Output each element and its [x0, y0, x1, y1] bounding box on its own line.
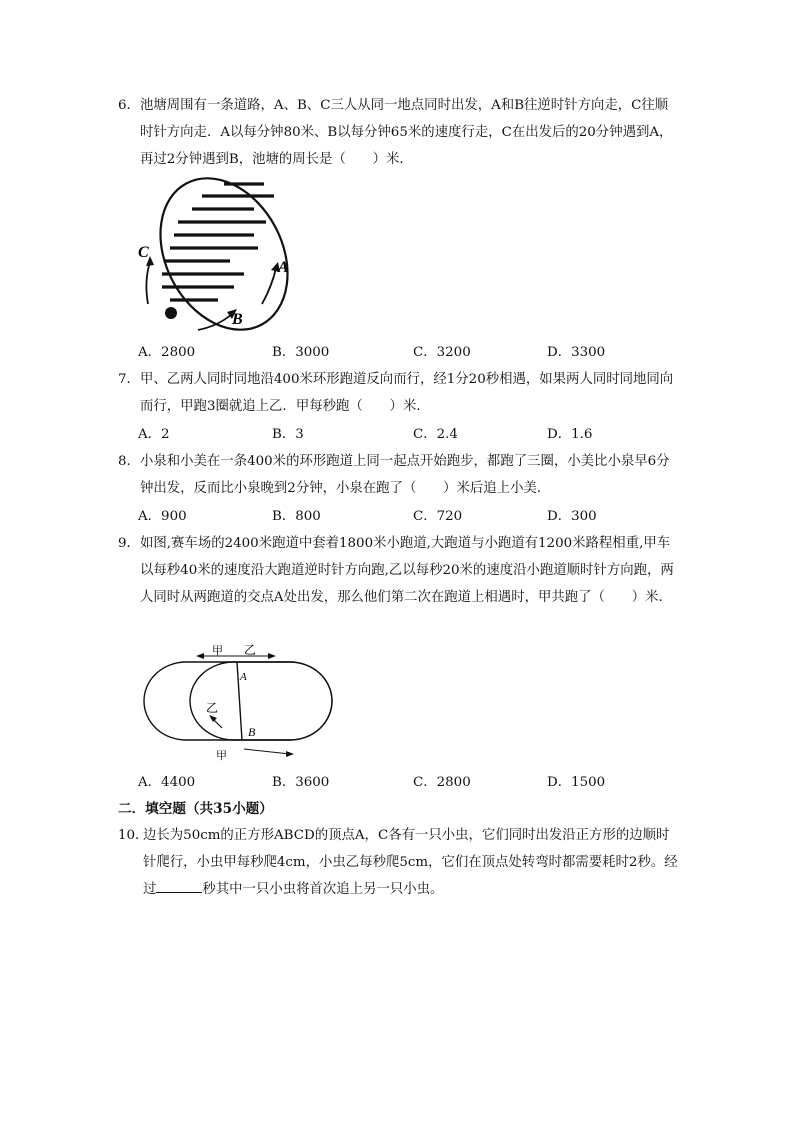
option-b[interactable]: B．3600	[272, 775, 330, 790]
option-d[interactable]: D．1500	[547, 775, 606, 790]
question-text: 甲、乙两人同时同地沿400米环形跑道反向而行，经1分20秒相遇，如果两人同时同地同向而行，甲跑3圈就追上乙．甲每秒跑（ ）米．	[140, 372, 674, 414]
question-text: 如图,赛车场的2400米跑道中套着1800米小跑道,大跑道与小跑道有1200米路程相重,甲车以每秒40米的速度沿大跑道逆时针方向跑,乙以每秒20米的速度沿小跑道顺时针方向跑，两人同时从两跑道的交点A处出发，那么他们第二次在跑道上相遇时，甲共跑了（ ）米．	[140, 536, 674, 605]
option-b[interactable]: B．3000	[272, 345, 330, 360]
question-number: 10．	[118, 828, 149, 843]
options-6	[138, 341, 678, 361]
label-b: B	[232, 311, 243, 328]
option-a[interactable]: A．2800	[138, 345, 196, 360]
question-10	[118, 822, 678, 903]
option-c[interactable]: C．720	[413, 509, 463, 524]
question-6	[118, 92, 678, 173]
label-c: C	[138, 244, 149, 261]
question-number: 9．	[118, 536, 140, 551]
label-yi-top: 乙	[244, 643, 257, 657]
options-8	[138, 505, 678, 525]
option-a[interactable]: A．2	[138, 427, 170, 442]
label-jia-bottom: 甲	[216, 749, 227, 762]
question-text: 小泉和小美在一条400米的环形跑道上同一起点开始跑步，都跑了三圈，小美比小泉早6分钟出发，反而比小泉晚到2分钟，小泉在跑了（ ）米后追上小美．	[140, 454, 670, 496]
pond-figure	[134, 176, 306, 334]
answer-blank[interactable]	[156, 878, 202, 893]
option-b[interactable]: B．800	[272, 509, 321, 524]
option-d[interactable]: D．300	[547, 509, 597, 524]
option-c[interactable]: C．2.4	[413, 427, 458, 442]
question-number: 7．	[118, 372, 140, 387]
section-title: 二．填空题（共35小题）	[118, 801, 273, 817]
question-text-after: 秒其中一只小虫将首次追上另一只小虫。	[202, 882, 444, 897]
question-7	[118, 366, 678, 420]
question-text-before: 边长为50cm的正方形ABCD的顶点A，C各有一只小虫，它们同时出发沿正方形的边顺时针爬行，小虫甲每秒爬4cm，小虫乙每秒爬5cm，它们在顶点处转弯时都需要耗时2秒。经过	[143, 828, 678, 897]
label-point-b: B	[248, 725, 256, 739]
racetrack-figure	[140, 638, 336, 766]
option-c[interactable]: C．3200	[413, 345, 471, 360]
options-7	[138, 423, 678, 443]
option-b[interactable]: B．3	[272, 427, 304, 442]
question-number: 6．	[118, 98, 140, 113]
options-9	[138, 771, 678, 791]
label-point-a: A	[240, 671, 247, 683]
question-number: 8．	[118, 454, 140, 469]
option-d[interactable]: D．1.6	[547, 427, 593, 442]
option-c[interactable]: C．2800	[413, 775, 471, 790]
option-a[interactable]: A．900	[138, 509, 187, 524]
question-text: 池塘周围有一条道路，A、B、C三人从同一地点同时出发，A和B往逆时针方向走，C往顺时针方向走．A以每分钟80米、B以每分钟65米的速度行走，C在出发后的20分钟遇到A，再过2分钟遇到B，池塘的周长是（ ）米．	[140, 98, 673, 167]
label-jia-top: 甲	[212, 644, 223, 657]
label-a: A	[278, 259, 289, 276]
option-a[interactable]: A．4400	[138, 775, 196, 790]
question-9	[118, 530, 678, 611]
question-text	[118, 822, 678, 903]
start-point	[165, 307, 177, 319]
question-8	[118, 448, 678, 502]
label-yi-inner: 乙	[206, 701, 219, 715]
option-d[interactable]: D．3300	[547, 345, 606, 360]
